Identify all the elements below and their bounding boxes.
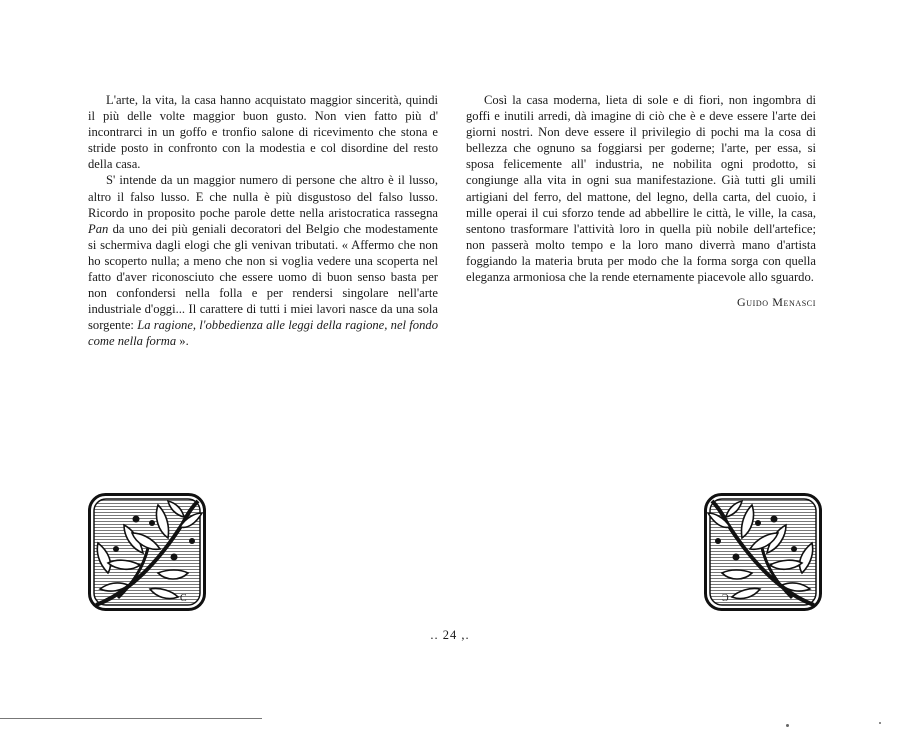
left-column <box>88 92 438 350</box>
print-speck <box>879 722 881 724</box>
quote-close: ». <box>176 334 189 349</box>
left-ornament <box>88 493 206 611</box>
right-ornament <box>704 493 822 611</box>
quote-italic: La ragione, l'obbedienza alle leggi della ragione, nel fondo come nella forma <box>88 318 438 349</box>
left-paragraph-2-text-b: da uno dei più geniali decoratori del Belgio che modestamente si schermiva dagli elogi che gli venivan tributati. « Affermo che non ho scoperto nulla; a meno che non si voglia vedere una scoperta nel fatto d'aver riconosciuto che essere uomo di buon senso basta per non confondersi nella folla e per rendersi singolare nell'arte industriale d'oggi... Il carattere di tutti i miei lavori nasce da una sola sorgente: <box>88 221 438 333</box>
author-signature: Guido Menasci <box>736 295 816 310</box>
footer-rule <box>0 718 262 719</box>
laurel-branch-icon <box>88 493 206 611</box>
right-paragraph: Così la casa moderna, lieta di sole e di fiori, non ingombra di goffi e inutili arredi, dà imagine di ciò che è e deve essere l'arte dei giorni nostri. Non deve essere il privilegio di pochi ma la cosa di bellezza che ognuno sa foggiarsi per goderne; l'arte, per essa, si sposa felicemente all' industria, ne nobilita ogni prodotto, si congiunge alla vita in ogni sua manifestazione. Già tutti gli umili artigiani del ferro, del mattone, del legno, della carta, del cuoio, i mille operai il cui sforzo tende ad abbellire le città, le ville, la casa, sentono trasformare l'attività loro in quella più nobile dell'artefice; non passerà molto tempo e la loro mano diverrà mano d'artista foggiando la materia bruta per modo che la forma sorga con quella eleganza armoniosa che la rende eternamente piacevole allo sguardo. <box>466 93 816 285</box>
right-monogram: Ɔ <box>722 593 729 604</box>
print-speck <box>786 724 789 727</box>
laurel-branch-icon-mirrored <box>704 493 822 611</box>
left-monogram: C <box>180 593 187 604</box>
left-paragraph-1: L'arte, la vita, la casa hanno acquistato maggior sincerità, quindi il più delle volte maggior buon gusto. Non vien fatto più d' incontrarci in un goffo e tronfio salone di ricevimento che stona e stride posto in confronto con la modestia e col disordine del resto della casa. <box>88 93 438 172</box>
pan-title: Pan <box>88 221 109 236</box>
left-paragraph-2 <box>88 172 438 349</box>
page-number: .. 24 ,. <box>430 628 470 642</box>
left-paragraph-2-text-a: S' intende da un maggior numero di persone che altro è il lusso, altro il falso lusso. E che nulla è più disgustoso del falso lusso. Ricordo in proposito poche parole dette nella aristocratica rassegna <box>88 173 438 220</box>
right-column <box>466 92 816 310</box>
